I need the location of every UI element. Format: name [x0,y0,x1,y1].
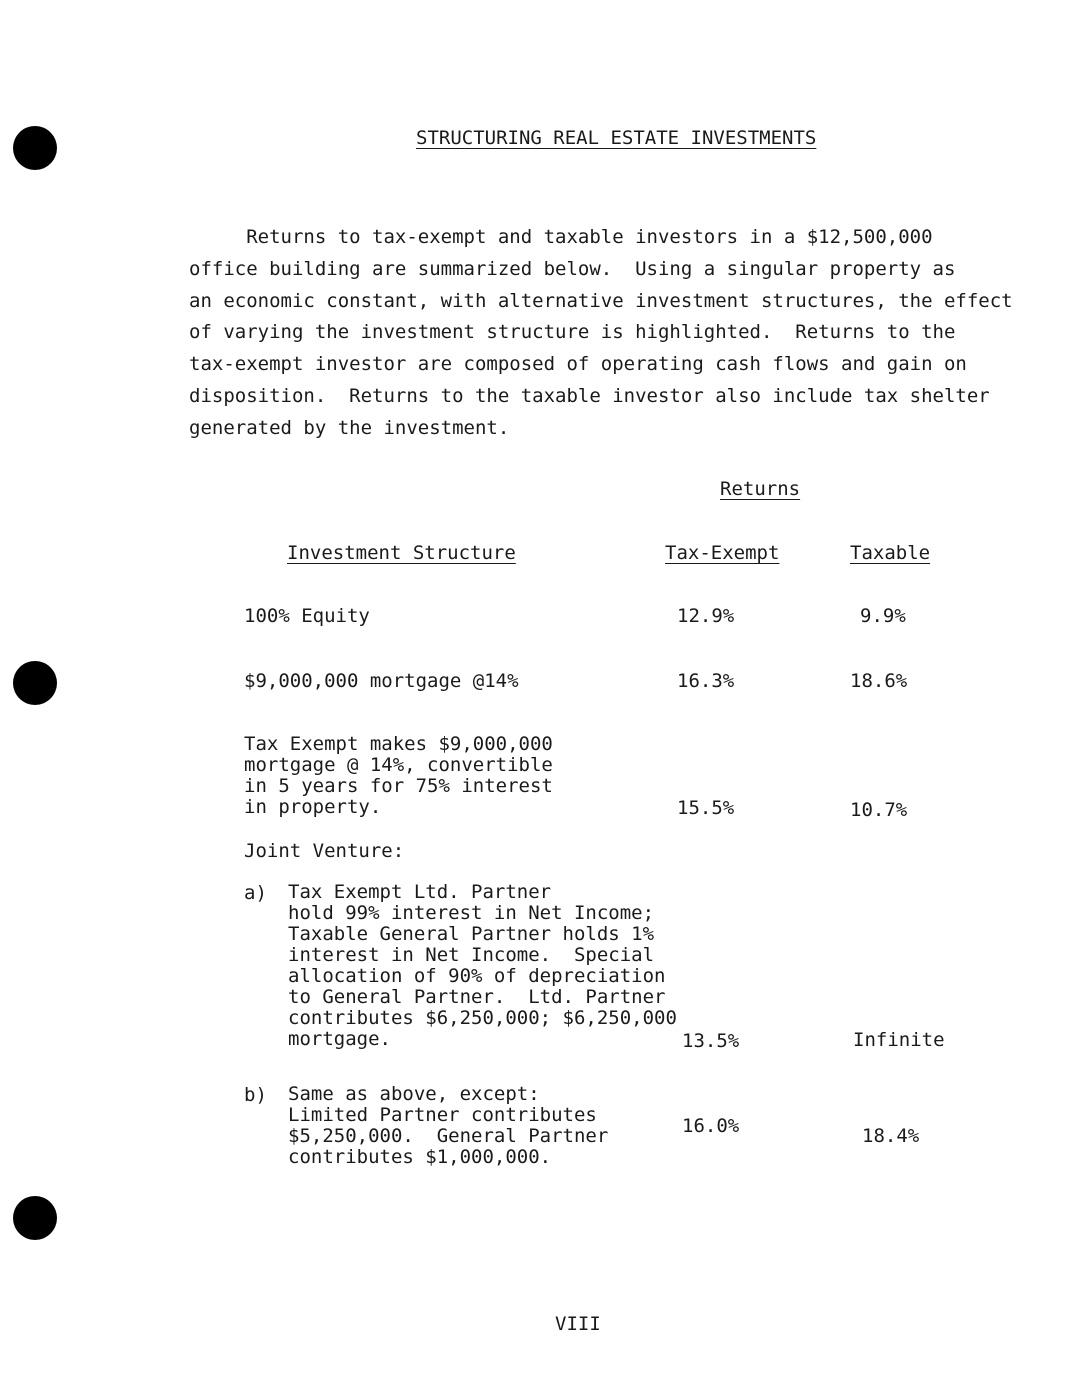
row-taxable-value: 9.9% [860,605,906,627]
jv-structure-line: contributes $6,250,000; $6,250,000 [288,1007,677,1029]
jv-structure-line: mortgage. [288,1028,391,1050]
jv-tax-exempt-value: 13.5% [682,1030,740,1052]
page-title: STRUCTURING REAL ESTATE INVESTMENTS [416,127,817,149]
jv-structure-line: Taxable General Partner holds 1% [288,923,655,945]
jv-structure-line: Limited Partner contributes [288,1104,597,1126]
jv-row-marker: b) [244,1084,267,1106]
joint-venture-label: Joint Venture: [244,840,405,862]
col-header-structure: Investment Structure [287,542,516,564]
row-tax-exempt-value: 12.9% [677,605,735,627]
row-structure-line: mortgage @ 14%, convertible [244,754,553,776]
row-structure: $9,000,000 mortgage @14% [244,670,519,692]
intro-line: of varying the investment structure is highlighted. Returns to the [189,321,956,344]
jv-tax-exempt-value: 16.0% [682,1115,740,1137]
row-taxable-value: 10.7% [850,799,908,821]
row-structure [244,734,553,818]
jv-taxable-value: Infinite [853,1029,945,1051]
punch-hole-bottom [13,1196,57,1240]
jv-structure-line: contributes $1,000,000. [288,1146,552,1168]
row-structure-line: in property. [244,796,382,818]
jv-structure-line: interest in Net Income. Special [288,944,655,966]
jv-structure-line: allocation of 90% of depreciation [288,965,666,987]
col-header-tax-exempt: Tax-Exempt [665,542,780,564]
intro-line: an economic constant, with alternative investment structures, the effect [189,289,1013,312]
jv-taxable-value: 18.4% [862,1125,920,1147]
jv-structure-line: hold 99% interest in Net Income; [288,902,655,924]
returns-group-header: Returns [720,478,801,500]
jv-row-structure [288,1084,608,1168]
row-taxable-value: 18.6% [850,670,908,692]
punch-hole-top [13,126,57,170]
row-structure-line: in 5 years for 75% interest [244,775,553,797]
jv-structure-line: to General Partner. Ltd. Partner [288,986,666,1008]
jv-structure-line: $5,250,000. General Partner [288,1125,609,1147]
jv-structure-line: Tax Exempt Ltd. Partner [288,881,552,903]
col-header-taxable: Taxable [850,542,931,564]
jv-row-marker: a) [244,882,267,904]
jv-row-structure [288,882,677,1050]
row-structure: 100% Equity [244,605,370,627]
punch-hole-middle [13,661,57,705]
jv-structure-line: Same as above, except: [288,1083,540,1105]
row-tax-exempt-value: 15.5% [677,797,735,819]
row-tax-exempt-value: 16.3% [677,670,735,692]
intro-line: generated by the investment. [189,416,510,439]
page-number: VIII [555,1313,601,1335]
intro-line: tax-exempt investor are composed of operating cash flows and gain on [189,353,967,376]
intro-line: disposition. Returns to the taxable investor also include tax shelter [189,384,990,407]
intro-line: office building are summarized below. Using a singular property as [189,257,956,280]
row-structure-line: Tax Exempt makes $9,000,000 [244,733,553,755]
intro-line: Returns to tax-exempt and taxable investors in a $12,500,000 [189,226,933,248]
intro-paragraph [189,222,1013,445]
